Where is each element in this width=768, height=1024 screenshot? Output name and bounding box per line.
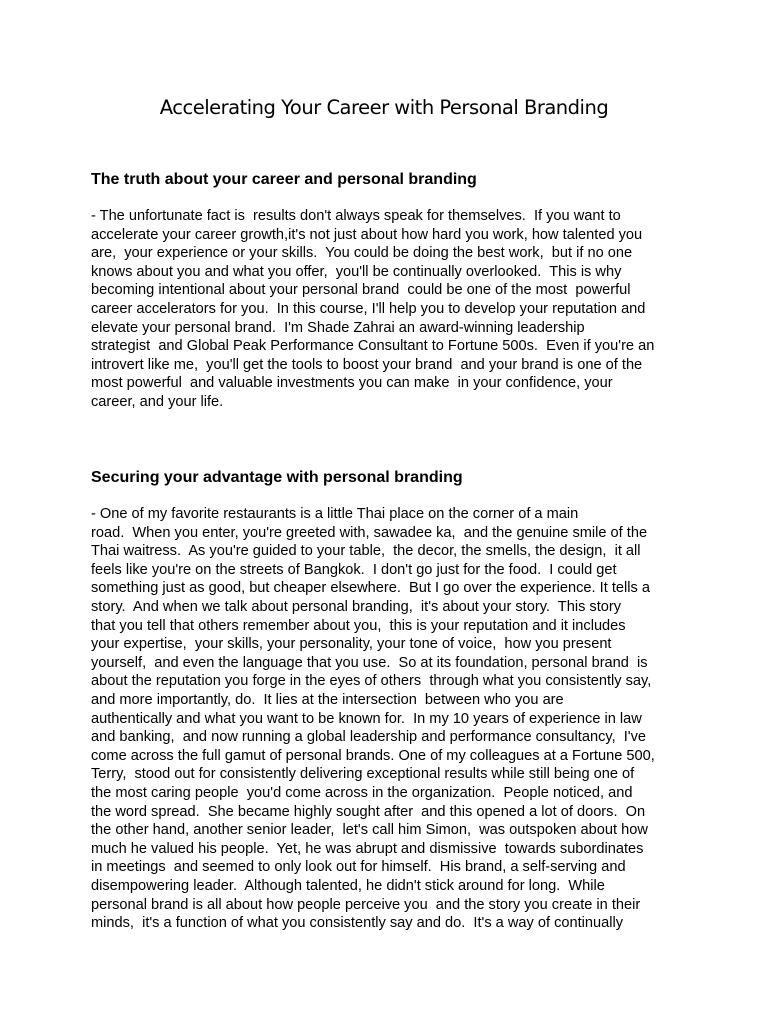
paragraph-line: Terry, stood out for consistently delivering exceptional results while still being one of <box>91 766 635 783</box>
section-heading: The truth about your career and personal branding <box>91 171 477 188</box>
paragraph-line: career accelerators for you. In this course, I'll help you to develop your reputation and <box>91 301 646 317</box>
paragraph-line: in meetings and seemed to only look out for himself. His brand, a self-serving and <box>91 859 626 876</box>
paragraph-line: road. When you enter, you're greeted with, sawadee ka, and the genuine smile of the <box>91 524 648 541</box>
paragraph-line: accelerate your career growth,it's not just about how hard you work, how talented you <box>91 226 643 243</box>
paragraph-line: something just as good, but cheaper elsewhere. But I go over the experience. It tells a <box>91 580 650 597</box>
paragraph-line: strategist and Global Peak Performance Consultant to Fortune 500s. Even if you're an <box>91 338 655 355</box>
paragraph-line: elevate your personal brand. I'm Shade Zahrai an award-winning leadership <box>91 319 585 336</box>
paragraph-line: that you tell that others remember about you, this is your reputation and it includes <box>91 617 626 634</box>
paragraph-line: becoming intentional about your personal brand could be one of the most powerful <box>91 282 631 299</box>
paragraph-line: Thai waitress. As you're guided to your table, the decor, the smells, the design, it all <box>91 543 641 560</box>
paragraph-line: your expertise, your skills, your personality, your tone of voice, how you present <box>91 636 612 653</box>
paragraph-line: yourself, and even the language that you use. So at its foundation, personal brand is <box>91 654 648 671</box>
paragraph-line: knows about you and what you offer, you'll be continually overlooked. This is why <box>91 263 622 280</box>
paragraph-line: and more importantly, do. It lies at the intersection between who you are <box>91 692 564 708</box>
paragraph-line: the word spread. She became highly sought after and this opened a lot of doors. On <box>91 803 646 820</box>
paragraph-line: come across the full gamut of personal brands. One of my colleagues at a Fortune 500, <box>91 747 655 764</box>
paragraph-line: - One of my favorite restaurants is a little Thai place on the corner of a main <box>91 506 579 522</box>
paragraph-line: story. And when we talk about personal branding, it's about your story. This story <box>91 599 622 615</box>
paragraph-line: career, and your life. <box>91 394 224 410</box>
paragraph-line: feels like you're on the streets of Bangkok. I don't go just for the food. I could get <box>91 561 617 578</box>
paragraph-line: the other hand, another senior leader, let's call him Simon, was outspoken about how <box>91 822 648 839</box>
paragraph-line: the most caring people you'd come across in the organization. People noticed, and <box>91 785 633 801</box>
paragraph-line: personal brand is all about how people perceive you and the story you create in their <box>91 896 641 913</box>
paragraph-line: and banking, and now running a global leadership and performance consultancy, I've <box>91 729 647 746</box>
paragraph-line: minds, it's a function of what you consistently say and do. It's a way of continually <box>91 915 624 932</box>
paragraph-line: introvert like me, you'll get the tools to boost your brand and your brand is one of the <box>91 356 643 373</box>
paragraph-line: much he valued his people. Yet, he was abrupt and dismissive towards subordinates <box>91 840 644 857</box>
section-heading: Securing your advantage with personal branding <box>91 469 463 486</box>
paragraph-line: authentically and what you want to be known for. In my 10 years of experience in law <box>91 710 642 727</box>
paragraph-line: disempowering leader. Although talented, he didn't stick around for long. While <box>91 878 605 894</box>
document-title: Accelerating Your Career with Personal Branding <box>159 96 609 119</box>
paragraph-line: most powerful and valuable investments you can make in your confidence, your <box>91 375 613 392</box>
paragraph-line: about the reputation you forge in the eyes of others through what you consistently say, <box>91 673 652 690</box>
paragraph-line: - The unfortunate fact is results don't always speak for themselves. If you want to <box>91 208 621 224</box>
paragraph-line: are, your experience or your skills. You could be doing the best work, but if no one <box>91 245 633 262</box>
